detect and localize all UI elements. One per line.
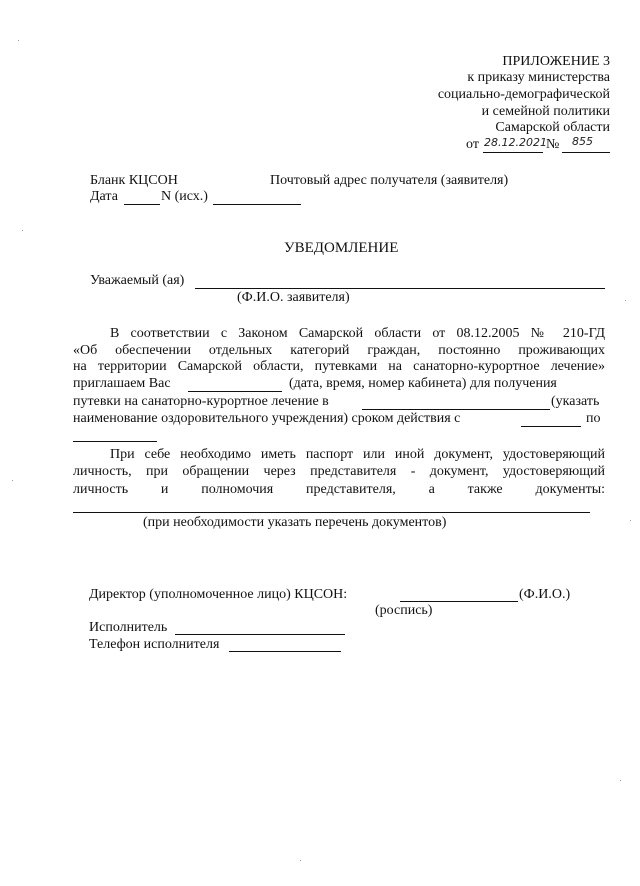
paragraph1-line-3: на территории Самарской области, путевками на санаторно-курортное лечение» [73, 359, 605, 374]
scan-speck [12, 480, 13, 481]
appendix-date-underline [483, 152, 543, 153]
date-label: Дата [90, 189, 118, 204]
scan-speck [300, 860, 301, 861]
executor-field-line [175, 634, 345, 635]
validity-from-field-line [521, 426, 581, 427]
appendix-line-3: и семейной политики [481, 104, 610, 119]
paragraph2-line-3: личность и полномочия представителя, а также документы: [73, 482, 605, 497]
scan-speck [22, 230, 23, 231]
paragraph1-line-4a: приглашаем Вас [73, 376, 171, 391]
appendix-line-1: к приказу министерства [467, 70, 610, 85]
scan-speck [630, 520, 631, 521]
appendix-title: ПРИЛОЖЕНИЕ 3 [502, 54, 610, 69]
paragraph1-line-4b: (дата, время, номер кабинета) для получения [289, 376, 557, 391]
paragraph1-line-6b: по [586, 411, 601, 426]
executor-label: Исполнитель [89, 620, 168, 635]
appointment-field-line [188, 391, 282, 392]
applicant-name-line [195, 288, 605, 289]
paragraph1-line-5b: (указать [551, 394, 600, 409]
document-title: УВЕДОМЛЕНИЕ [284, 240, 399, 256]
paragraph1-line-1: В соответствии с Законом Самарской области от 08.12.2005 № 210-ГД [110, 326, 605, 341]
outgoing-number-field-line [213, 204, 301, 205]
appendix-from-label: от [466, 137, 479, 152]
scan-speck [18, 40, 19, 41]
paragraph2-line-1: При себе необходимо иметь паспорт или иной документ, удостоверяющий [110, 447, 605, 462]
recipient-address-label: Почтовый адрес получателя (заявителя) [270, 173, 509, 188]
documents-field-line [73, 512, 590, 513]
date-field-line [124, 204, 160, 205]
director-fio-label: (Ф.И.О.) [519, 587, 571, 602]
director-label: Директор (уполномоченное лицо) КЦСОН: [89, 587, 348, 602]
blank-label: Бланк КЦСОН [90, 173, 178, 188]
appendix-number-label: № [546, 137, 560, 152]
appendix-number-underline [562, 152, 610, 153]
appendix-date-handwritten: 28.12.2021 [484, 136, 547, 149]
validity-to-field-line [73, 441, 157, 442]
paragraph1-line-5a: путевки на санаторно-курортное лечение в [73, 394, 329, 409]
executor-phone-field-line [229, 651, 341, 652]
signature-hint: (роспись) [375, 603, 433, 618]
applicant-name-hint: (Ф.И.О. заявителя) [237, 290, 350, 305]
outgoing-number-label: N (исх.) [161, 189, 208, 204]
appendix-number-handwritten: 855 [572, 135, 593, 148]
paragraph1-line-2: «Об обеспечении отдельных категорий граждан, постоянно проживающих [73, 343, 605, 358]
paragraph2-line-2: личность, при обращении через представителя - документ, удостоверяющий [73, 464, 605, 479]
director-signature-line [400, 601, 518, 602]
greeting-label: Уважаемый (ая) [90, 273, 185, 288]
paragraph1-line-6a: наименование оздоровительного учреждения) сроком действия с [73, 411, 461, 426]
institution-field-line [362, 409, 550, 410]
documents-hint: (при необходимости указать перечень документов) [143, 515, 447, 530]
scan-speck [620, 780, 621, 781]
executor-phone-label: Телефон исполнителя [89, 637, 220, 652]
appendix-line-2: социально-демографической [437, 87, 610, 102]
appendix-line-4: Самарской области [495, 120, 610, 135]
scan-speck [625, 300, 626, 301]
